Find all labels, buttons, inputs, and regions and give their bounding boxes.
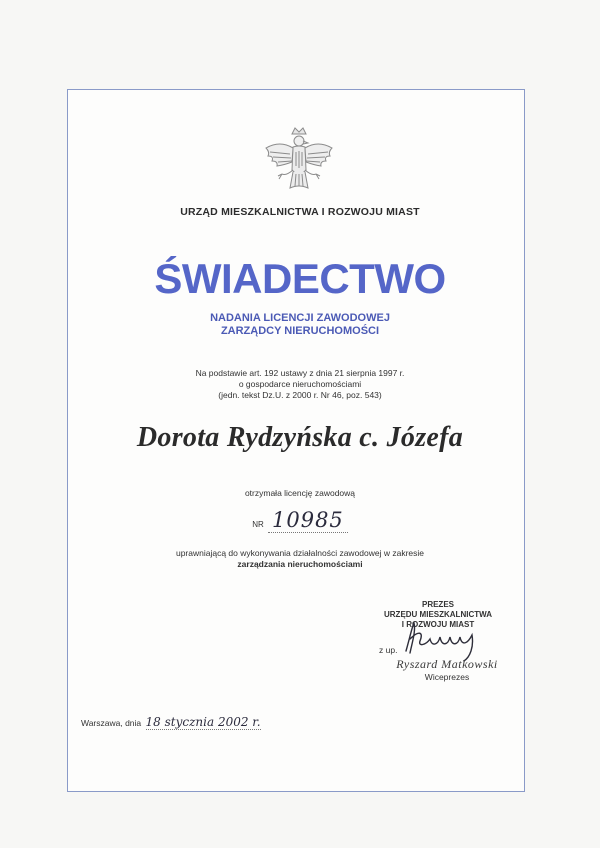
subtitle-line: ZARZĄDCY NIERUCHOMOŚCI [220, 325, 380, 337]
legal-basis-line: (jedn. tekst Dz.U. z 2000 r. Nr 46, poz. 543) [218, 390, 382, 400]
subtitle-line: NADANIA LICENCJI ZAWODOWEJ [210, 312, 390, 324]
legal-basis [0, 368, 600, 401]
issuer-name: URZĄD MIESZKALNICTWA I ROZWOJU MIAST [180, 206, 420, 218]
certificate-subtitle [0, 312, 600, 338]
signatory-role: Wiceprezes [424, 672, 470, 682]
holder-name: Dorota Rydzyńska c. Józefa [136, 422, 464, 453]
license-number-prefix: NR [252, 520, 264, 529]
issue-date: 18 stycznia 2002 r. [145, 715, 261, 729]
legal-basis-line: Na podstawie art. 192 ustawy z dnia 21 sierpnia 1997 r. [195, 368, 405, 378]
signatory-title-line: PREZES [421, 600, 454, 609]
certificate-title: ŚWIADECTWO [154, 255, 446, 302]
received-text: otrzymała licencję zawodową [244, 488, 356, 498]
on-behalf-label: z up. [379, 645, 398, 655]
license-number-row [0, 508, 600, 532]
issue-place-date [81, 715, 261, 729]
polish-eagle-emblem [262, 126, 336, 202]
signatory-title-line: URZĘDU MIESZKALNICTWA [384, 610, 492, 619]
signatory-name: Ryszard Matkowski [396, 657, 498, 671]
legal-basis-line: o gospodarce nieruchomościami [238, 379, 362, 389]
scope-line: uprawniającą do wykonywania działalności zawodowej w zakresie [175, 548, 425, 558]
issue-place: Warszawa, dnia [81, 718, 142, 728]
license-scope [0, 548, 600, 570]
scope-line-bold: zarządzania nieruchomościami [237, 559, 363, 569]
signatory-title-line: I ROZWOJU MIAST [401, 620, 475, 629]
license-number: 10985 [268, 508, 348, 533]
